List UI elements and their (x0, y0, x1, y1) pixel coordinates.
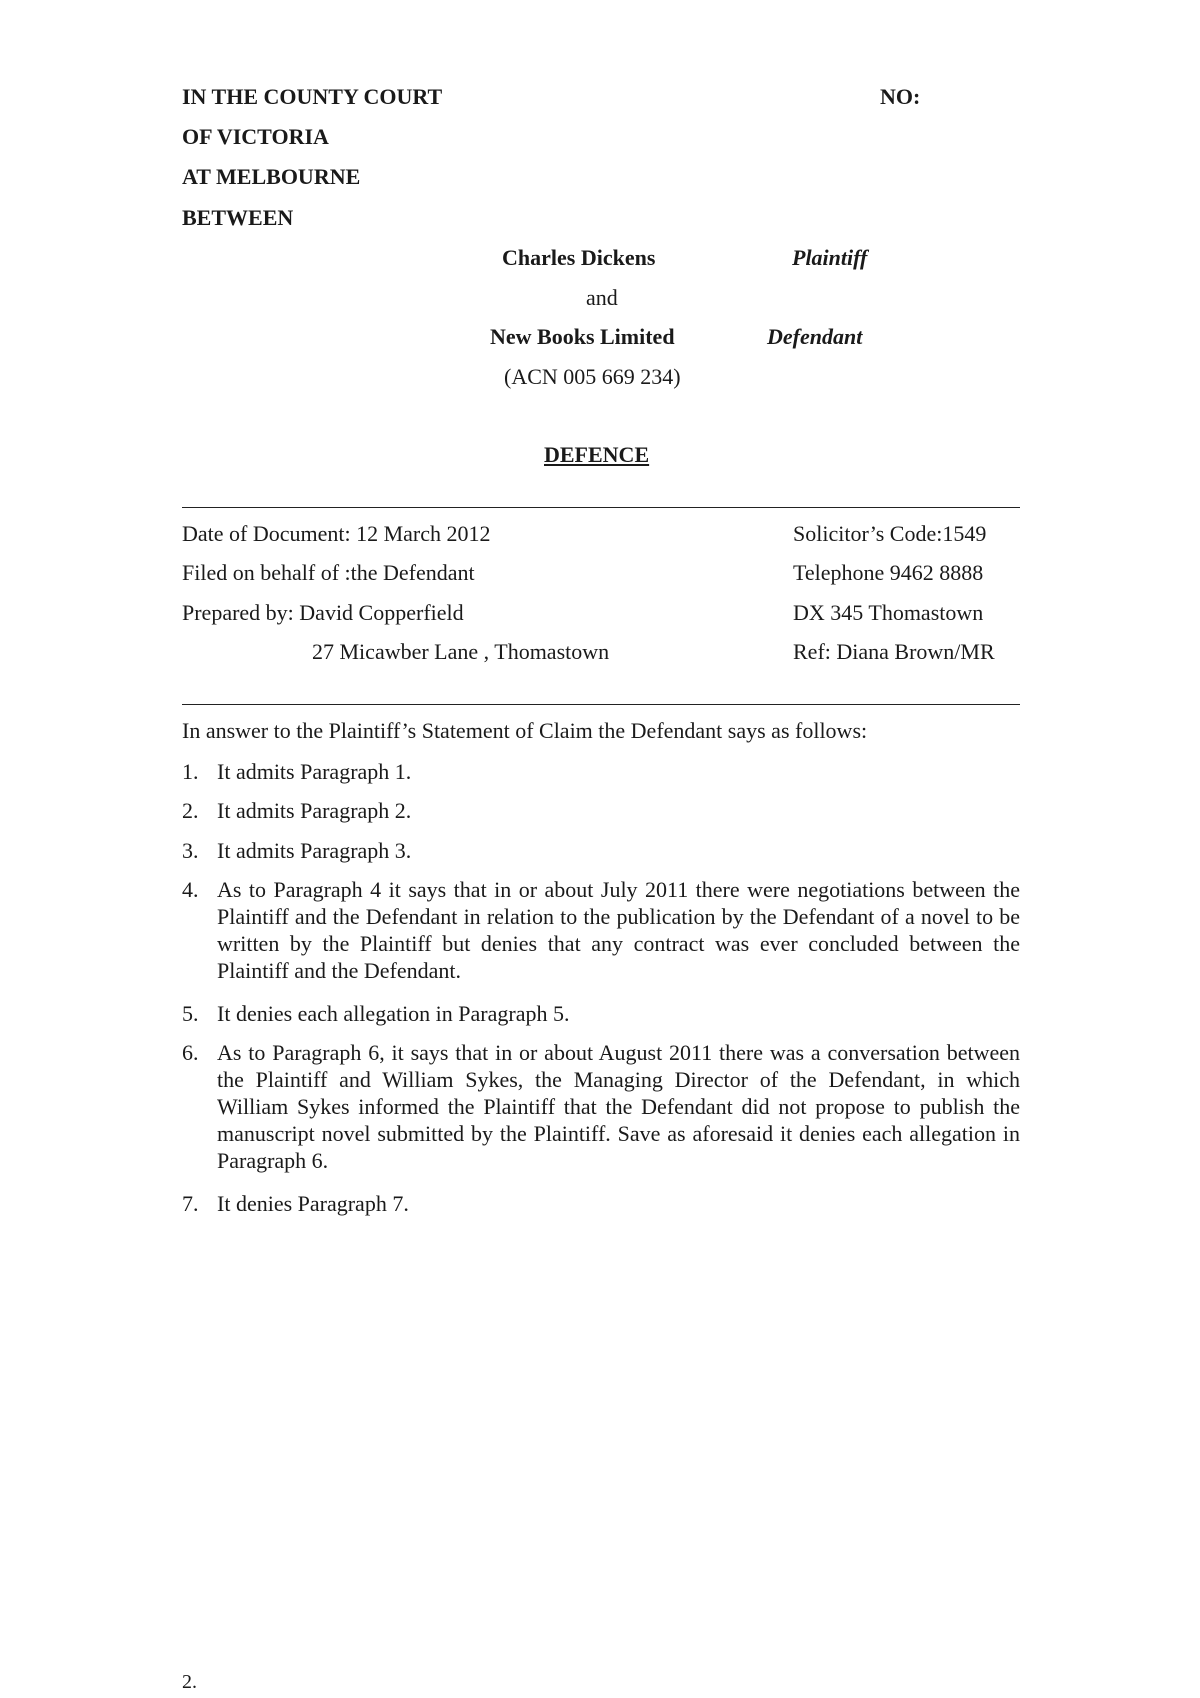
paragraph-text: It admits Paragraph 2. (217, 798, 412, 823)
bottom-divider (182, 704, 1020, 705)
paragraph-number: 5. (182, 1001, 199, 1026)
court-line-4: BETWEEN (182, 205, 294, 230)
plaintiff-role: Plaintiff (792, 245, 868, 270)
solicitor-code: Solicitor’s Code:1549 (793, 521, 987, 546)
court-line-1: IN THE COUNTY COURT (182, 84, 443, 109)
list-item (182, 758, 1020, 785)
paragraph-text: It denies Paragraph 7. (217, 1191, 409, 1216)
list-item (182, 1000, 1020, 1027)
defendant-name: New Books Limited (490, 324, 675, 349)
reference: Ref: Diana Brown/MR (793, 639, 995, 664)
case-number-label: NO: (880, 84, 921, 109)
list-item (182, 1190, 1020, 1217)
page-number: 2. (182, 1671, 197, 1693)
top-divider (182, 507, 1020, 508)
paragraph-text: It denies each allegation in Paragraph 5. (217, 1001, 570, 1026)
date-of-document: Date of Document: 12 March 2012 (182, 521, 491, 546)
court-line-3: AT MELBOURNE (182, 164, 361, 189)
paragraph-number: 1. (182, 759, 199, 784)
list-item (182, 876, 1020, 984)
parties-conjunction: and (586, 285, 618, 310)
paragraph-number: 7. (182, 1191, 199, 1216)
paragraph-text: It admits Paragraph 1. (217, 759, 412, 784)
list-item (182, 837, 1020, 864)
prepared-by: Prepared by: David Copperfield (182, 600, 464, 625)
court-line-2: OF VICTORIA (182, 124, 329, 149)
plaintiff-name: Charles Dickens (502, 245, 656, 270)
defendant-acn: (ACN 005 669 234) (504, 364, 681, 389)
dx-number: DX 345 Thomastown (793, 600, 984, 625)
preparer-address: 27 Micawber Lane , Thomastown (312, 639, 610, 664)
paragraph-text: As to Paragraph 4 it says that in or about July 2011 there were negotiations between the Plaintiff and the Defendant in relation to the publication by the Defendant of a novel to be written by the Plaintiff but denies that any contract was ever concluded between the Plaintiff and the Defendant. (217, 877, 1020, 983)
paragraph-number: 6. (182, 1040, 199, 1065)
document-title: DEFENCE (544, 442, 650, 467)
paragraph-number: 2. (182, 798, 199, 823)
intro-statement: In answer to the Plaintiff’s Statement of Claim the Defendant says as follows: (182, 718, 868, 743)
paragraph-number: 4. (182, 877, 199, 902)
list-item (182, 797, 1020, 824)
list-item (182, 1039, 1020, 1174)
paragraph-number: 3. (182, 838, 199, 863)
defendant-role: Defendant (767, 324, 863, 349)
filed-on-behalf: Filed on behalf of :the Defendant (182, 560, 475, 585)
paragraph-text: It admits Paragraph 3. (217, 838, 412, 863)
telephone: Telephone 9462 8888 (793, 560, 984, 585)
paragraph-text: As to Paragraph 6, it says that in or about August 2011 there was a conversation between the Plaintiff and William Sykes, the Managing Director of the Defendant, in which William Sykes informed the Plaintiff that the Defendant did not propose to publish the manuscript novel submitted by the Plaintiff. Save as aforesaid it denies each allegation in Paragraph 6. (217, 1040, 1020, 1173)
